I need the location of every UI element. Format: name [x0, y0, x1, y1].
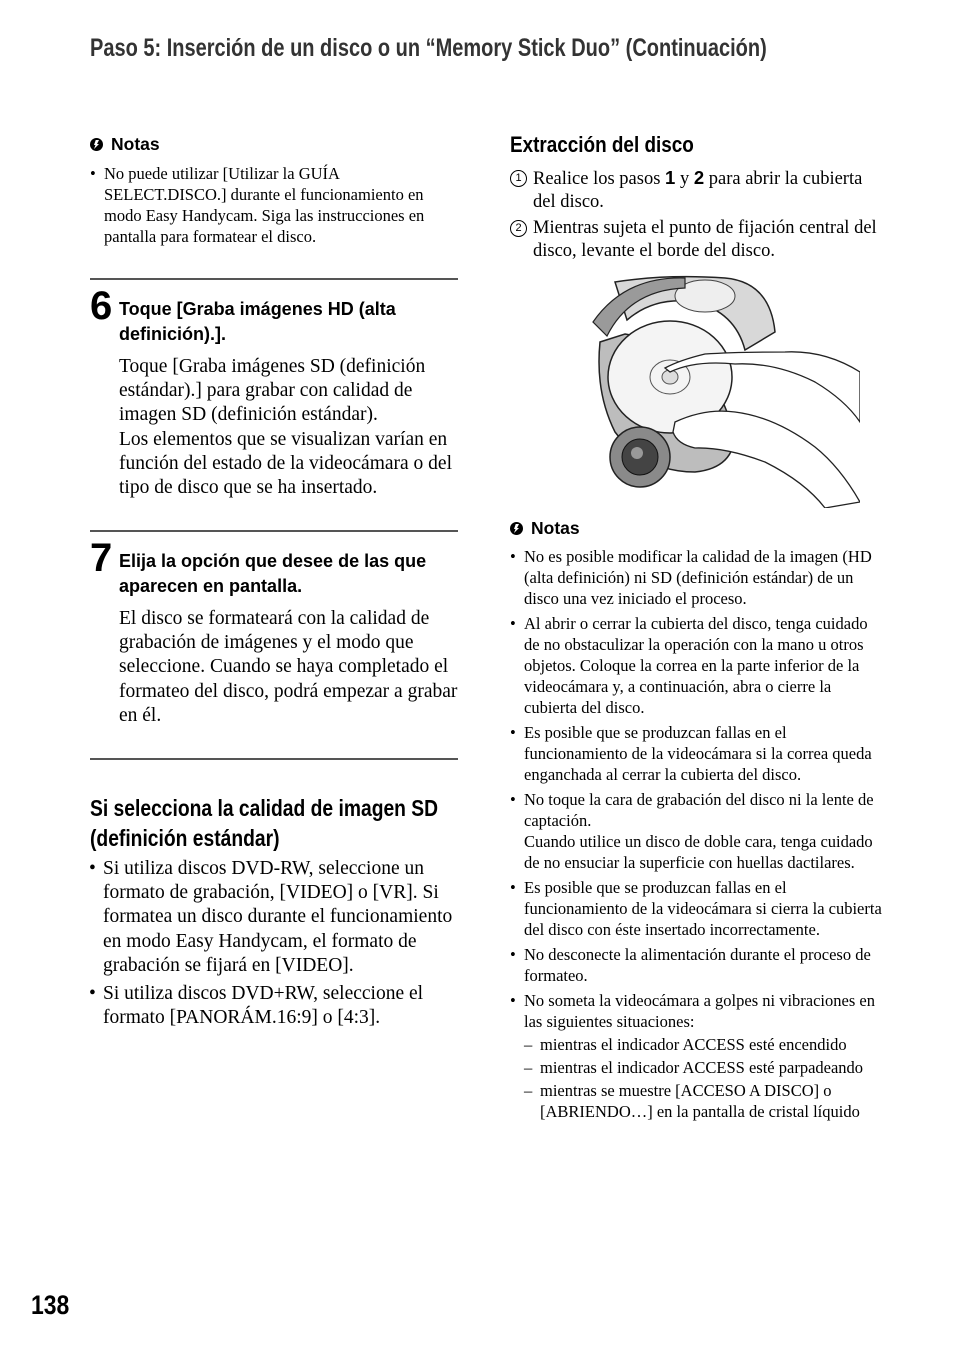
list-item: • No es posible modificar la calidad de la imagen (HD (alta definición) ni SD (definición estándar) de un disco una vez iniciado el proceso.: [510, 546, 885, 609]
list-item: • Es posible que se produzcan fallas en el funcionamiento de la videocámara si cierra la cubierta del disco con éste insertado incorrectamente.: [510, 877, 885, 940]
camcorder-disc-illustration: [585, 272, 860, 508]
list-item-text: • No someta la videocámara a golpes ni vibraciones en las siguientes situaciones:: [524, 991, 875, 1031]
step-6-title: Toque [Graba imágenes HD (alta definición).].: [119, 299, 396, 344]
list-item: [510, 990, 885, 1122]
sd-section-heading: Si selecciona la calidad de imagen SD (definición estándar): [90, 795, 439, 851]
sub-list: [524, 1034, 885, 1122]
sub-list-item: – mientras el indicador ACCESS esté parpadeando: [524, 1057, 885, 1078]
list-item: • No desconecte la alimentación durante el proceso de formateo.: [510, 944, 885, 986]
step-7-body: El disco se formateará con la calidad de grabación de imágenes y el modo que seleccione. Cuando se haya completado el formateo del disco, podrá empezar a grabar en él.: [119, 608, 458, 726]
divider: [90, 758, 458, 760]
notes-heading-label: Notas: [111, 134, 160, 154]
list-item: [510, 789, 885, 873]
step-ref: 2: [693, 167, 705, 188]
text-run: para abrir la cubierta del disco.: [533, 169, 863, 212]
list-item: • Si utiliza discos DVD+RW, seleccione el formato [PANORÁM.16:9] o [4:3].: [89, 982, 461, 1030]
notes-heading: [510, 518, 885, 539]
notes-heading-label: Notas: [531, 518, 580, 538]
list-item: • Es posible que se produzcan fallas en el funcionamiento de la videocámara si la correa queda enganchada al cerrar la cubierta del disco.: [510, 722, 885, 785]
list-item: • Al abrir o cerrar la cubierta del disco, tenga cuidado de no obstaculizar la operación con la mano u otros objetos. Coloque la correa en la parte inferior de la videocámara y, a continuación, abra o cierre la cubierta del disco.: [510, 613, 885, 718]
notes-heading: [90, 134, 460, 155]
step-6-number: 6: [90, 284, 113, 328]
list-item-text: • No toque la cara de grabación del disco ni la lente de captación.: [524, 790, 874, 830]
extraction-step-text: Mientras sujeta el punto de fijación central del disco, levante el borde del disco.: [533, 218, 877, 261]
note-icon: [510, 522, 523, 535]
list-item-text: Cuando utilice un disco de doble cara, tenga cuidado de no ensuciar la superficie con huellas dactilares.: [524, 832, 873, 872]
text-run: y: [675, 169, 694, 189]
notes-block-1: [90, 134, 460, 251]
list-item: • Si utiliza discos DVD-RW, seleccione un formato de grabación, [VIDEO] o [VR]. Si formatea un disco durante el funcionamiento en modo Easy Handycam, el formato de grabación se fijará en [VIDEO].: [89, 857, 461, 978]
sub-list-item: – mientras se muestre [ACCESO A DISCO] o [ABRIENDO…] en la pantalla de cristal líquido: [524, 1080, 885, 1122]
extraction-step-text: [533, 167, 880, 213]
divider: [90, 530, 458, 532]
step-number-circle: 1: [510, 170, 527, 187]
step-7-title: Elija la opción que desee de las que aparecen en pantalla.: [119, 551, 427, 596]
sd-section-list: [89, 857, 461, 1034]
extraction-step-2: [510, 217, 880, 262]
list-item: • No puede utilizar [Utilizar la GUÍA SELECT.DISCO.] durante el funcionamiento en modo Easy Handycam. Siga las instrucciones en pantalla para formatear el disco.: [90, 163, 460, 247]
step-7-number: 7: [90, 536, 113, 580]
step-number-circle: 2: [510, 220, 527, 237]
page-number: 138: [31, 1290, 70, 1320]
note-icon: [90, 138, 103, 151]
page-header-title: Paso 5: Inserción de un disco o un “Memory Stick Duo” (Continuación): [90, 34, 767, 62]
sub-list-item: – mientras el indicador ACCESS esté encendido: [524, 1034, 885, 1055]
extraction-heading: Extracción del disco: [510, 132, 694, 157]
step-6-body-paragraph: Los elementos que se visualizan varían en función del estado de la videocámara o del tipo de disco que se ha insertado.: [119, 428, 452, 499]
step-6-body: [119, 355, 461, 500]
extraction-step-1: [510, 167, 880, 213]
step-6-body-paragraph: Toque [Graba imágenes SD (definición estándar).] para grabar con calidad de imagen SD (definición estándar).: [119, 356, 426, 426]
notes-block-2: [510, 518, 885, 1126]
notes-list: [90, 163, 460, 247]
text-run: Realice los pasos: [533, 169, 666, 189]
step-ref: 1: [665, 167, 676, 188]
sd-section-heading-wrap: [90, 793, 465, 853]
divider: [90, 278, 458, 280]
extraction-steps: [510, 167, 880, 266]
notes-list: [510, 546, 885, 1122]
